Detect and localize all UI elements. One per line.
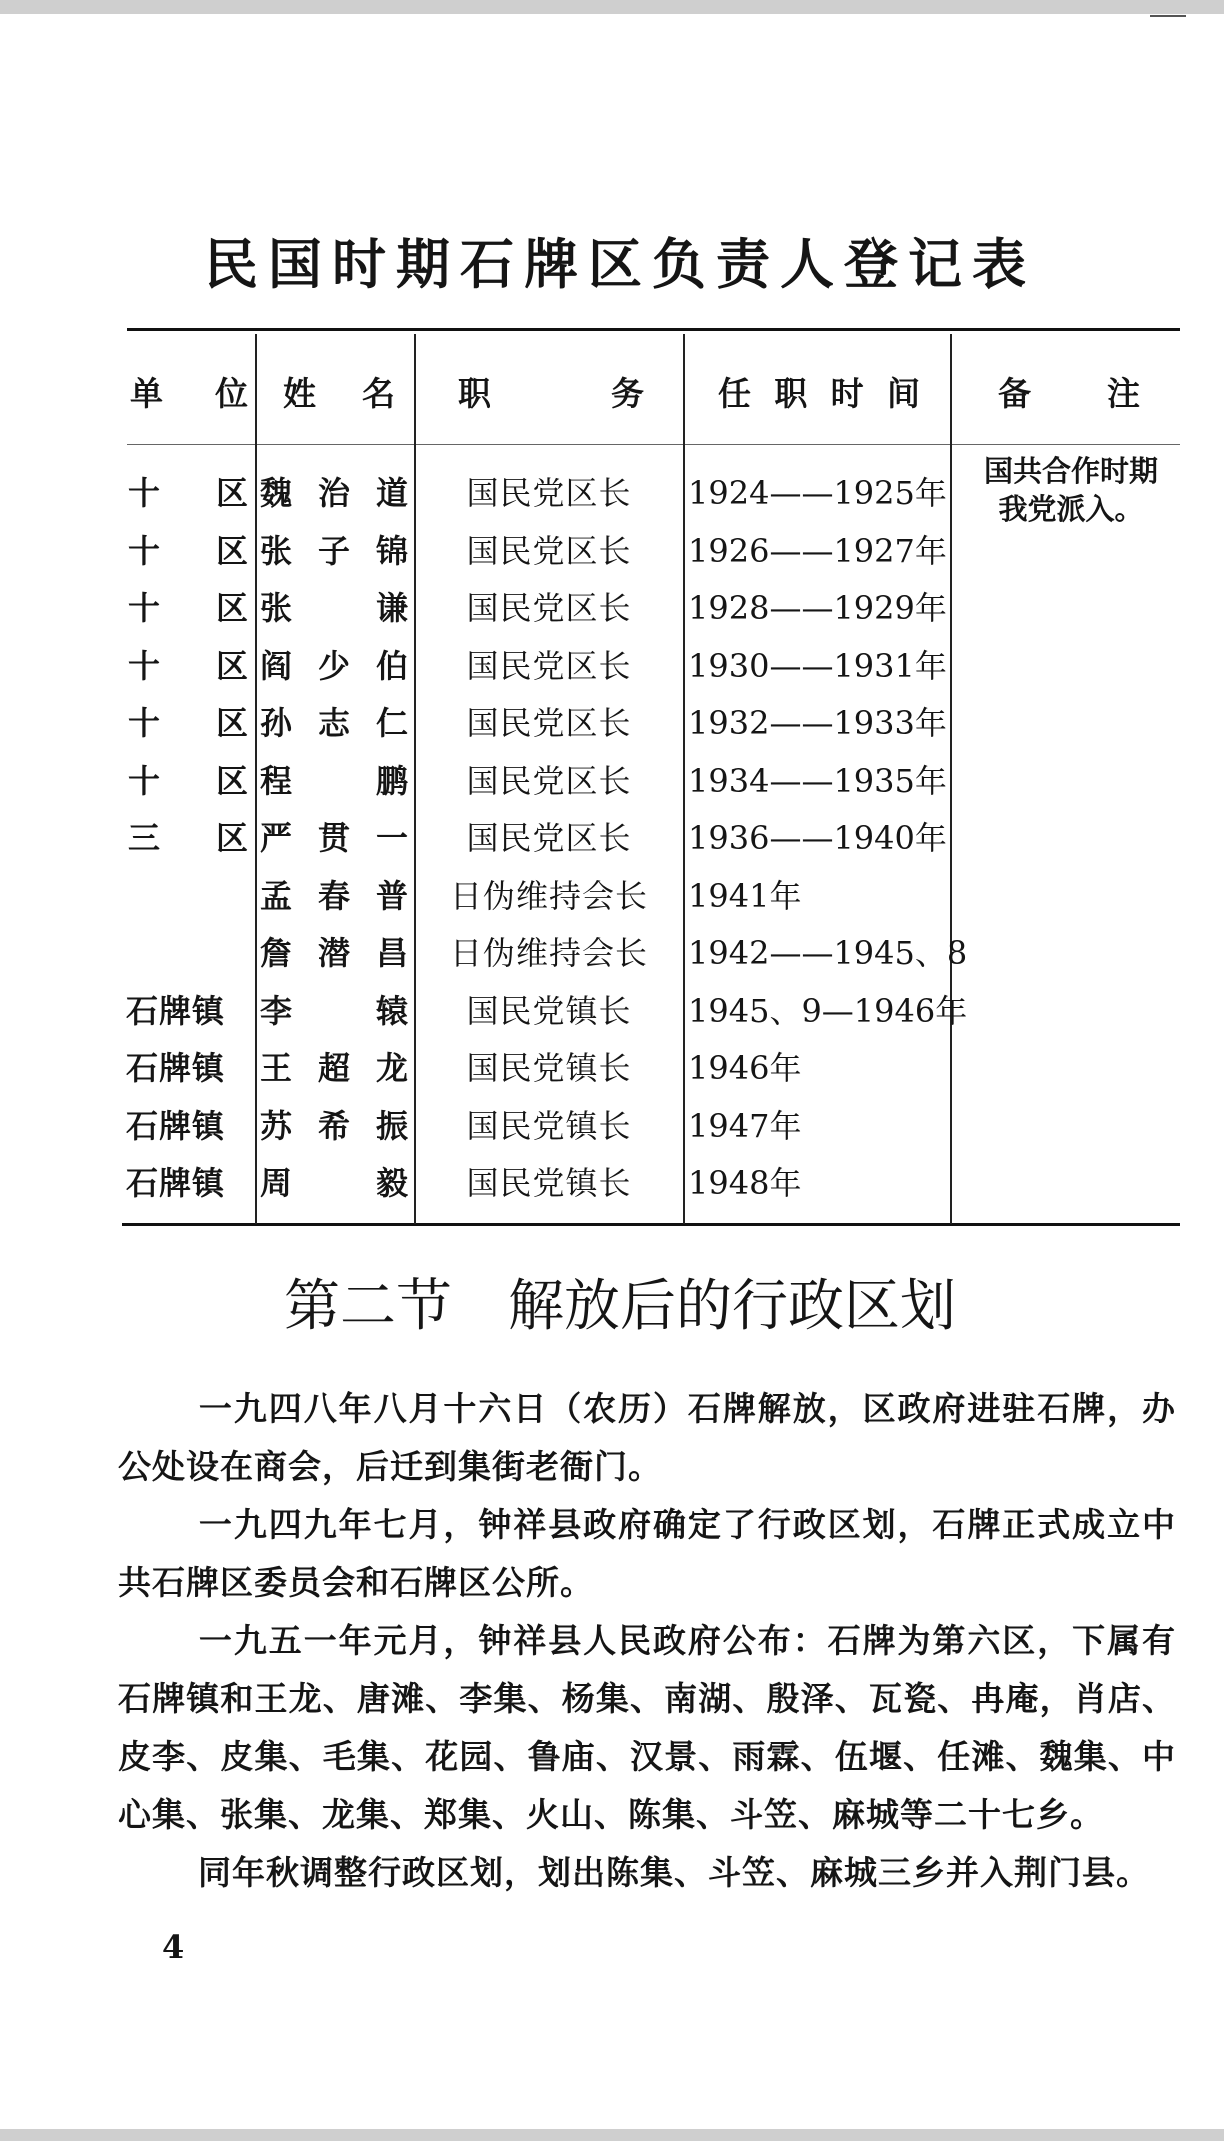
cell-unit: 石牌镇 [126, 991, 226, 1030]
cell-post: 日伪维持会长 [449, 934, 648, 972]
cell-time: 1930——1931年 [688, 646, 947, 685]
paragraph: 一九四九年七月，钟祥县政府确定了行政区划，石牌正式成立中共石牌区委员会和石牌区公所。 [118, 1505, 1176, 1602]
table-row [0, 871, 1224, 929]
cell-unit: 石牌镇 [126, 1164, 226, 1202]
paragraph: 同年秋调整行政区划，划出陈集、斗笠、麻城三乡并入荆门县。 [198, 1853, 1150, 1892]
table-row [0, 698, 1224, 756]
cell-post: 国民党区长 [466, 704, 632, 742]
cell-name: 詹 潜 昌 [260, 934, 408, 972]
table-row [0, 583, 1224, 641]
table-row [0, 813, 1224, 871]
cell-time: 1928——1929年 [688, 589, 947, 627]
table-row [0, 641, 1224, 699]
cell-unit: 十 区 [128, 531, 248, 570]
cell-unit: 三 区 [128, 819, 248, 857]
cell-unit: 石牌镇 [126, 1049, 226, 1087]
cell-time: 1934——1935年 [688, 761, 947, 800]
table-top-rule [127, 328, 1180, 331]
cell-time: 1942——1945、8 [688, 934, 968, 972]
table-header-rule [127, 444, 1180, 445]
cell-post: 国民党镇长 [466, 1106, 632, 1145]
cell-name: 孙 志 仁 [260, 704, 408, 742]
cell-post: 日伪维持会长 [449, 876, 648, 915]
cell-post: 国民党区长 [466, 474, 632, 512]
cell-post: 国民党镇长 [466, 991, 632, 1030]
table-bottom-rule [122, 1223, 1180, 1226]
paragraph: 一九五一年元月，钟祥县人民政府公布：石牌为第六区，下属有石牌镇和王龙、唐滩、李集、杨集、南湖、殷泽、瓦瓷、冉庵，肖店、皮李、皮集、毛集、花园、鲁庙、汉景、雨霖、伍堰、任滩、魏集、中心集、张集、龙集、郑集、火山、陈集、斗笠、麻城等二十七乡。 [118, 1621, 1176, 1834]
remark-line: 国共合作时期 [983, 454, 1158, 488]
table-row [0, 986, 1224, 1044]
section-heading: 第二节 解放后的行政区划 [284, 1274, 956, 1339]
cell-time: 1936——1940年 [688, 819, 947, 857]
cell-unit: 十 区 [128, 704, 248, 742]
table-row [0, 928, 1224, 986]
table-row [0, 1158, 1224, 1216]
cell-name: 程 鹏 [260, 761, 408, 800]
cell-unit: 十 区 [128, 646, 248, 685]
header-time: 任 职 时 间 [718, 374, 920, 413]
cell-post: 国民党区长 [466, 589, 632, 627]
cell-post: 国民党镇长 [466, 1049, 632, 1087]
cell-name: 苏 希 振 [260, 1106, 408, 1145]
cell-time: 1924——1925年 [688, 474, 947, 512]
table-title: 民国时期石牌区负责人登记表 [204, 232, 1036, 296]
cell-post: 国民党区长 [466, 761, 632, 800]
cell-name: 张 谦 [260, 589, 408, 627]
cell-post: 国民党区长 [466, 646, 632, 685]
table-row [0, 1101, 1224, 1159]
cell-unit: 石牌镇 [126, 1106, 226, 1145]
table-row [0, 526, 1224, 584]
cell-time: 1926——1927年 [688, 531, 947, 570]
cell-post: 国民党镇长 [466, 1164, 632, 1202]
cell-unit: 十 区 [128, 761, 248, 800]
cell-time: 1932——1933年 [688, 704, 947, 742]
cell-time: 1945、9—1946年 [688, 991, 968, 1030]
cell-post: 国民党区长 [466, 531, 632, 570]
cell-name: 张 子 锦 [260, 531, 408, 570]
cell-time: 1948年 [688, 1164, 802, 1202]
header-note: 备 注 [998, 374, 1140, 413]
cell-name: 孟 春 普 [260, 876, 408, 915]
cell-unit: 十 区 [128, 589, 248, 627]
page-number: 4 [162, 1928, 185, 1966]
cell-name: 魏 治 道 [260, 474, 408, 512]
cell-name: 严 贯 一 [260, 819, 408, 857]
bottom-scroll-bar [0, 2129, 1224, 2141]
header-post: 职 务 [458, 374, 644, 413]
table-row [0, 756, 1224, 814]
cell-name: 周 毅 [260, 1164, 408, 1202]
header-name: 姓 名 [283, 374, 395, 413]
top-scroll-bar [0, 0, 1224, 14]
table-row [0, 1043, 1224, 1101]
cell-name: 阎 少 伯 [260, 646, 408, 685]
remark-note [958, 452, 1184, 528]
cell-name: 李 辕 [260, 991, 408, 1030]
cell-name: 王 超 龙 [260, 1049, 408, 1087]
remark-line: 我党派入。 [998, 492, 1144, 526]
paragraph: 一九四八年八月十六日（农历）石牌解放，区政府进驻石牌，办公处设在商会，后迁到集街老衙门。 [118, 1389, 1176, 1486]
cell-post: 国民党区长 [466, 819, 632, 857]
cell-time: 1946年 [688, 1049, 802, 1087]
cell-unit: 十 区 [128, 474, 248, 512]
scroll-indicator [1150, 15, 1186, 17]
header-unit: 单 位 [130, 374, 248, 413]
cell-time: 1947年 [688, 1106, 802, 1145]
cell-time: 1941年 [688, 876, 802, 915]
